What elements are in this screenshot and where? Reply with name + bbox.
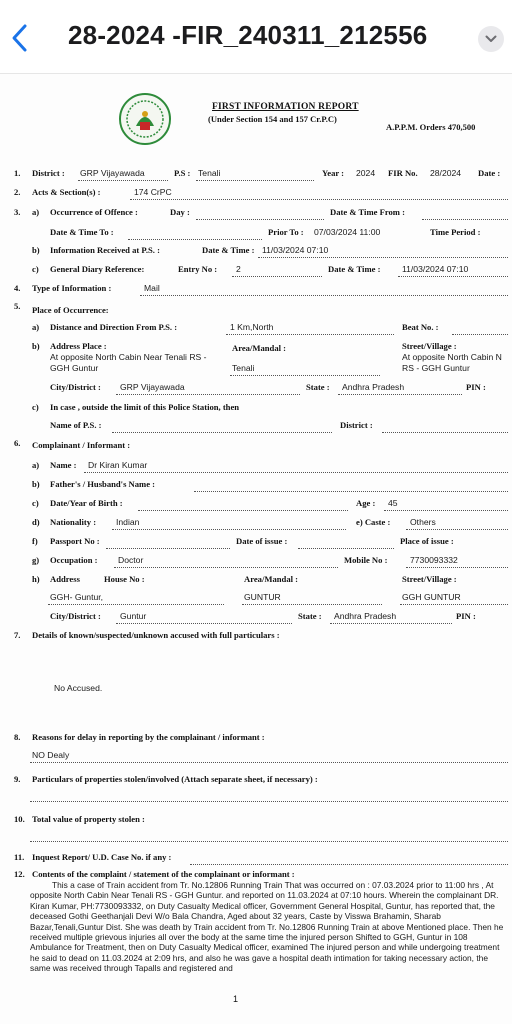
- item-6g-marker: g): [32, 555, 40, 565]
- item-number-4: 4.: [14, 283, 21, 293]
- gd-reference-label: General Diary Reference:: [50, 264, 145, 274]
- street-village-label: Street/Village :: [402, 341, 457, 351]
- mobile-value: 7730093332: [410, 555, 458, 565]
- state-label: State :: [306, 382, 330, 392]
- acts-value: 174 CrPC: [134, 187, 172, 197]
- info-type-label: Type of Information :: [32, 283, 112, 293]
- caste-line: [406, 529, 508, 530]
- ps-value: Tenali: [198, 168, 221, 178]
- street-village-line2: RS - GGH Guntur: [402, 363, 470, 373]
- inquest-label: Inquest Report/ U.D. Case No. if any :: [32, 852, 172, 862]
- contents-label: Contents of the complaint / statement of the complainant or informant :: [32, 869, 295, 879]
- place-label: Place of Occurrence:: [32, 305, 109, 315]
- comp-city-label: City/District :: [50, 611, 101, 621]
- inquest-line: [190, 864, 508, 865]
- chevron-left-icon: [10, 23, 28, 53]
- name-line: [84, 472, 508, 473]
- item-3a-marker: a): [32, 207, 40, 217]
- caste-label: e) Caste :: [356, 517, 391, 527]
- item-number-7: 7.: [14, 630, 21, 640]
- mobile-line: [406, 567, 508, 568]
- report-title: FIRST INFORMATION REPORT: [212, 102, 359, 112]
- caste-value: Others: [410, 517, 436, 527]
- state-emblem-logo: [118, 92, 172, 146]
- street-village-line1: At opposite North Cabin N: [402, 352, 502, 362]
- acts-line: [130, 199, 508, 200]
- gd-datetime-value: 11/03/2024 07:10: [402, 264, 469, 274]
- item-6f-marker: f): [32, 536, 38, 546]
- beat-label: Beat No. :: [402, 322, 439, 332]
- comp-city-line: [116, 623, 292, 624]
- complaint-narrative: This a case of Train accident from Tr. No.12806 Running Train That was occurred on : 07.03.2024 prior to 11:00 hrs , At opposite North Cabin Near Tenali RS - GGH Guntur. and reported on 11.03.2024 at 07:10 hours. Wherein the complainant DR. Kiran Kumar, PH:7730093332, on Duty Casualty Medical officer, Government General Hospital, Guntur, has reported that, the deceased Gothi Geethanjali Devi W/o Bala Chandra, Aged about 32 years, Caste by Visswa Brahamin, Sharab Bazar,Tenali,Guntur Dist. She was death by Train accident from Tr. No.12806 Running Train at above Mentioned place. Then he received multiple grievous injuries all over the body at the same time the injured person Shifted to GGH, Guntur in 108 Ambulance for Treatment, then on Duty Casualty Medical officer, examined The injured person and while undergoing treatment he said to dead on 11.03.2024 at 2:09 hrs, and also he was gave a hospital death intimation for taking necessary action, the same was received through Tapalls and registered and: [30, 880, 504, 974]
- mobile-label: Mobile No :: [344, 555, 388, 565]
- area-mandal-label: Area/Mandal :: [232, 343, 287, 353]
- city-district-label: City/District :: [50, 382, 101, 392]
- info-datetime-value: 11/03/2024 07:10: [262, 245, 329, 255]
- accused-label: Details of known/suspected/unknown accused with full particulars :: [32, 630, 280, 640]
- comp-state-value: Andhra Pradesh: [334, 611, 397, 621]
- item-number-9: 9.: [14, 774, 21, 784]
- back-button[interactable]: [4, 20, 34, 56]
- item-number-11: 11.: [14, 852, 25, 862]
- comp-city-value: Guntur: [120, 611, 147, 621]
- district-label: District :: [32, 168, 65, 178]
- app-header: [0, 0, 512, 74]
- place-of-issue-label: Place of issue :: [400, 536, 454, 546]
- nationality-label: Nationality :: [50, 517, 97, 527]
- date-label: Date :: [478, 168, 501, 178]
- outside-district-label: District :: [340, 420, 373, 430]
- prior-to-label: Prior To :: [268, 227, 304, 237]
- item-5b-marker: b): [32, 341, 40, 351]
- day-label: Day :: [170, 207, 190, 217]
- item-6d-marker: d): [32, 517, 40, 527]
- report-subtitle: (Under Section 154 and 157 Cr.P.C): [208, 114, 337, 124]
- accused-value: No Accused.: [54, 683, 103, 693]
- name-of-ps-line: [112, 432, 332, 433]
- father-name-line: [194, 491, 508, 492]
- year-value: 2024: [356, 168, 376, 178]
- ps-label: P.S :: [174, 168, 191, 178]
- datetime-to-line: [128, 239, 262, 240]
- distance-line: [226, 334, 394, 335]
- datetime-from-line: [422, 219, 508, 220]
- date-of-issue-line: [298, 548, 394, 549]
- house-no-value: GGH- Guntur,: [50, 592, 104, 602]
- occupation-label: Occupation :: [50, 555, 98, 565]
- delay-value: NO Dealy: [32, 750, 70, 760]
- item-number-5: 5.: [14, 301, 21, 311]
- entry-no-value: 2: [236, 264, 241, 274]
- item-6h-marker: h): [32, 574, 40, 584]
- house-no-label: House No :: [104, 574, 145, 584]
- delay-line: [30, 762, 508, 763]
- age-value: 45: [388, 498, 398, 508]
- father-name-label: Father's / Husband's Name :: [50, 479, 156, 489]
- comp-street-line: [400, 604, 508, 605]
- property-value-label: Total value of property stolen :: [32, 814, 145, 824]
- occupation-value: Doctor: [118, 555, 144, 565]
- entry-no-line: [232, 276, 322, 277]
- appm-orders: A.P.P.M. Orders 470,500: [386, 122, 476, 132]
- item-5a-marker: a): [32, 322, 40, 332]
- fir-label: FIR No.: [388, 168, 418, 178]
- nationality-line: [112, 529, 346, 530]
- item-6c-marker: c): [32, 498, 39, 508]
- address-place-line2: GGH Guntur: [50, 363, 99, 373]
- dob-line: [138, 510, 348, 511]
- gd-datetime-line: [398, 276, 508, 277]
- datetime-from-label: Date & Time From :: [330, 207, 405, 217]
- age-line: [384, 510, 508, 511]
- house-no-line: [48, 604, 224, 605]
- item-number-2: 2.: [14, 187, 21, 197]
- address-label: Address: [50, 574, 80, 584]
- document-title: 28-2024 -FIR_240311_212556: [68, 20, 428, 50]
- distance-value: 1 Km,North: [230, 322, 274, 332]
- comp-area-line: [242, 604, 382, 605]
- item-number-6: 6.: [14, 438, 21, 448]
- name-label: Name :: [50, 460, 77, 470]
- city-district-value: GRP Vijayawada: [120, 382, 185, 392]
- item-number-12: 12.: [14, 869, 25, 879]
- occurrence-label: Occurrence of Offence :: [50, 207, 138, 217]
- item-number-3: 3.: [14, 207, 21, 217]
- complainant-label: Complainant / Informant :: [32, 440, 131, 450]
- dob-label: Date/Year of Birth :: [50, 498, 123, 508]
- entry-no-label: Entry No :: [178, 264, 218, 274]
- item-number-8: 8.: [14, 732, 21, 742]
- area-mandal-line: [230, 375, 380, 376]
- date-of-issue-label: Date of issue :: [236, 536, 288, 546]
- city-district-line: [116, 394, 300, 395]
- passport-label: Passport No :: [50, 536, 100, 546]
- ps-line: [196, 180, 314, 181]
- property-value-line: [30, 841, 508, 842]
- name-value: Dr Kiran Kumar: [88, 460, 148, 470]
- info-type-value: Mail: [144, 283, 160, 293]
- acts-label: Acts & Section(s) :: [32, 187, 101, 197]
- comp-street-label: Street/Village :: [402, 574, 457, 584]
- occupation-line: [114, 567, 338, 568]
- info-datetime-line: [258, 257, 508, 258]
- page-number: 1: [233, 994, 239, 1004]
- item-6b-marker: b): [32, 479, 40, 489]
- area-mandal-value: Tenali: [232, 363, 255, 373]
- year-label: Year :: [322, 168, 345, 178]
- info-datetime-label: Date & Time :: [202, 245, 255, 255]
- age-label: Age :: [356, 498, 376, 508]
- outside-district-line: [382, 432, 508, 433]
- state-line: [338, 394, 462, 395]
- properties-label: Particulars of properties stolen/involved (Attach separate sheet, if necessary) :: [32, 774, 318, 784]
- comp-area-label: Area/Mandal :: [244, 574, 299, 584]
- passport-line: [106, 548, 230, 549]
- nationality-value: Indian: [116, 517, 140, 527]
- district-line: [78, 180, 168, 181]
- comp-state-line: [330, 623, 452, 624]
- distance-label: Distance and Direction From P.S. :: [50, 322, 178, 332]
- state-value: Andhra Pradesh: [342, 382, 405, 392]
- prior-to-value: 07/03/2024 11:00: [314, 227, 381, 237]
- pin-label: PIN :: [466, 382, 486, 392]
- item-5c-marker: c): [32, 402, 39, 412]
- delay-label: Reasons for delay in reporting by the complainant / informant :: [32, 732, 265, 742]
- address-place-line1: At opposite North Cabin Near Tenali RS -: [50, 352, 207, 362]
- properties-line: [30, 801, 508, 802]
- item-3b-marker: b): [32, 245, 40, 255]
- gd-datetime-label: Date & Time :: [328, 264, 381, 274]
- item-number-10: 10.: [14, 814, 25, 824]
- outside-limit-label: In case , outside the limit of this Police Station, then: [50, 402, 240, 412]
- title-menu-button[interactable]: [478, 26, 504, 52]
- datetime-to-label: Date & Time To :: [50, 227, 114, 237]
- comp-area-value: GUNTUR: [244, 592, 281, 602]
- fir-document[interactable]: [0, 74, 512, 1024]
- address-place-label: Address Place :: [50, 341, 107, 351]
- item-3c-marker: c): [32, 264, 39, 274]
- comp-state-label: State :: [298, 611, 322, 621]
- info-received-label: Information Received at P.S. :: [50, 245, 160, 255]
- district-value: GRP Vijayawada: [80, 168, 145, 178]
- comp-street-value: GGH GUNTUR: [402, 592, 461, 602]
- info-type-line: [140, 295, 508, 296]
- chevron-down-icon: [485, 35, 497, 43]
- time-period-label: Time Period :: [430, 227, 481, 237]
- comp-pin-label: PIN :: [456, 611, 476, 621]
- name-of-ps-label: Name of P.S. :: [50, 420, 102, 430]
- beat-line: [452, 334, 508, 335]
- day-line: [196, 219, 324, 220]
- fir-value: 28/2024: [430, 168, 462, 178]
- item-number-1: 1.: [14, 168, 21, 178]
- item-6a-marker: a): [32, 460, 40, 470]
